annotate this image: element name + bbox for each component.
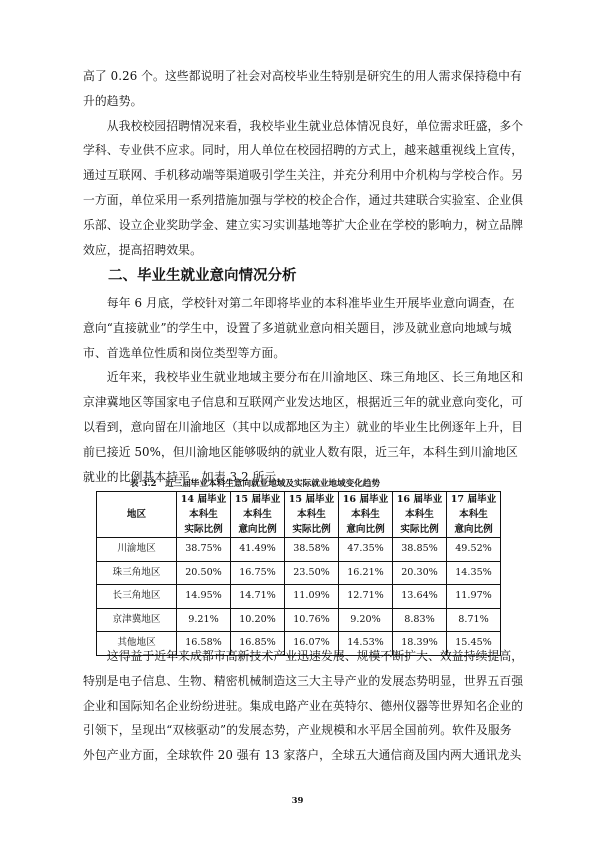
cell-value: 11.09% [285,585,339,609]
table-row [97,538,501,562]
text-line: 特别是电子信息、生物、精密机械制造这三大主导产业的发展态势明显，世界五百强 [83,673,524,688]
region-trend-table [96,491,501,656]
text-line: 前已接近 50%，但川渝地区能够吸纳的就业人数有限，近三年，本科生到川渝地区 [83,444,518,459]
text-line: 以看到，意向留在川渝地区（其中以成都地区为主）就业的毕业生比例逐年上升，目 [83,419,524,434]
header-cell: 15 届毕业 本科生 实际比例 [285,492,339,538]
cell-value: 9.20% [339,608,393,632]
text-line: 意向“直接就业”的学生中，设置了多道就业意向相关题目，涉及就业意向地域与城 [83,320,512,335]
text-line: 近年来，我校毕业生就业地域主要分布在川渝地区、珠三角地区、长三角地区和 [83,370,524,385]
paragraph-block-mid [83,291,524,489]
cell-value: 11.97% [447,585,501,609]
cell-region: 京津冀地区 [97,608,177,632]
text-line: 这得益于近年来成都市高新技术产业迅速发展、规模不断扩大、效益持续提高， [83,649,524,663]
paragraph-block-top [83,64,524,262]
table-header-row [97,492,501,538]
table-row [97,585,501,609]
header-cell: 16 届毕业 本科生 意向比例 [339,492,393,538]
cell-value: 38.75% [177,538,231,562]
text-line: 市、首选单位性质和岗位类型等方面。 [83,345,286,360]
text-line: 高了 0.26 个。这些都说明了社会对高校毕业生特别是研究生的用人需求保持稳中有 [83,69,522,83]
header-cell: 14 届毕业 本科生 实际比例 [177,492,231,538]
table-row [97,561,501,585]
cell-value: 14.95% [177,585,231,609]
cell-value: 16.58% [177,632,231,656]
text-line: 外包产业方面，全球软件 20 强有 13 家落户，全球五大通信商及国内两大通讯龙头 [83,748,522,763]
cell-value: 20.50% [177,561,231,585]
cell-value: 49.52% [447,538,501,562]
cell-value: 38.58% [285,538,339,562]
cell-value: 10.76% [285,608,339,632]
cell-value: 13.64% [393,585,447,609]
text-line: 一方面，单位采用一系列措施加强与学校的校企合作，通过共建联合实验室、企业俱 [83,192,524,207]
text-line: 京津冀地区等国家电子信息和互联网产业发达地区，根据近三年的就业意向变化，可 [83,395,524,410]
text-line: 通过互联网、手机移动端等渠道吸引学生关注，并充分利用中介机构与学校合作。另 [83,168,524,183]
paragraph-block-bottom [83,644,524,768]
text-line: 乐部、设立企业奖助学金、建立实习实训基地等扩大企业在学校的影响力，树立品牌 [83,217,524,232]
text-line: 从我校校园招聘情况来看，我校毕业生就业总体情况良好，单位需求旺盛，多个 [83,118,524,133]
cell-value: 41.49% [231,538,285,562]
header-cell-region: 地区 [97,492,177,538]
cell-value: 16.85% [231,632,285,656]
table-row [97,608,501,632]
cell-value: 10.20% [231,608,285,632]
table-caption: 表 3.2 近三届毕业本科生意向就业地域及实际就业地域变化趋势 [130,479,380,489]
cell-value: 47.35% [339,538,393,562]
section-heading: 二、毕业生就业意向情况分析 [108,268,297,284]
header-cell: 17 届毕业 本科生 意向比例 [447,492,501,538]
header-cell: 16 届毕业 本科生 实际比例 [393,492,447,538]
cell-value: 15.45% [447,632,501,656]
cell-value: 9.21% [177,608,231,632]
page-number: 39 [291,796,304,806]
cell-value: 20.30% [393,561,447,585]
cell-value: 16.21% [339,561,393,585]
cell-value: 14.53% [339,632,393,656]
cell-value: 14.35% [447,561,501,585]
cell-region: 其他地区 [97,632,177,656]
cell-region: 川渝地区 [97,538,177,562]
cell-value: 12.71% [339,585,393,609]
cell-value: 8.83% [393,608,447,632]
text-line: 企业和国际知名企业纷纷进驻。集成电路产业在英特尔、德州仪器等世界知名企业的 [83,698,524,713]
text-line: 就业的比例基本持平，如表 3.2 所示。 [83,469,289,484]
cell-value: 8.71% [447,608,501,632]
cell-value: 16.75% [231,561,285,585]
cell-value: 23.50% [285,561,339,585]
header-cell: 15 届毕业 本科生 意向比例 [231,492,285,538]
cell-value: 38.85% [393,538,447,562]
cell-region: 长三角地区 [97,585,177,609]
cell-value: 14.71% [231,585,285,609]
text-line: 每年 6 月底，学校针对第二年即将毕业的本科准毕业生开展毕业意向调查，在 [83,296,515,310]
cell-region: 珠三角地区 [97,561,177,585]
cell-value: 16.07% [285,632,339,656]
text-line: 效应，提高招聘效果。 [83,242,202,257]
text-line: 升的趋势。 [83,93,143,108]
text-line: 学科、专业供不应求。同时，用人单位在校园招聘的方式上，越来越重视线上宣传， [83,143,524,158]
text-line: 引领下，呈现出“双核驱动”的发展态势，产业规模和水平居全国前列。软件及服务 [83,723,512,738]
cell-value: 18.39% [393,632,447,656]
